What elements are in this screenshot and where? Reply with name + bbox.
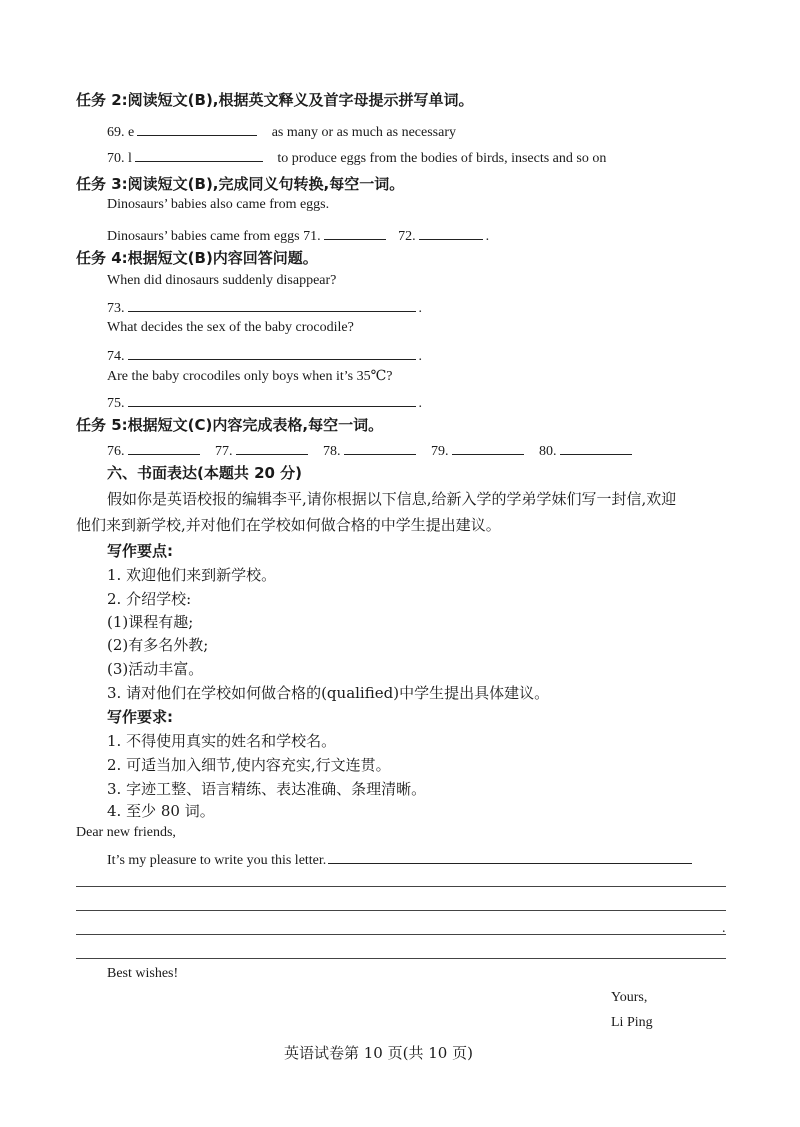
writing-line-3[interactable] bbox=[76, 910, 726, 911]
task2-heading: 任务 2:阅读短文(B),根据英文释义及首字母提示拼写单词。 bbox=[76, 91, 474, 109]
sentence-text: Dinosaurs’ babies came from eggs 71. bbox=[107, 229, 321, 244]
question-definition: as many or as much as necessary bbox=[271, 125, 456, 140]
writing-point: (1)课程有趣; bbox=[107, 613, 194, 631]
answer-number: 75. bbox=[107, 396, 125, 411]
task3-heading: 任务 3:阅读短文(B),完成同义句转换,每空一词。 bbox=[76, 175, 405, 193]
question-text: What decides the sex of the baby crocodile? bbox=[107, 320, 354, 335]
answer-number: 73. bbox=[107, 301, 125, 316]
answer-blank-79[interactable] bbox=[452, 440, 524, 455]
page-footer: 英语试卷第 10 页(共 10 页) bbox=[284, 1044, 473, 1062]
writing-line-1[interactable] bbox=[328, 849, 692, 864]
task5-blanks bbox=[107, 440, 635, 460]
task5-heading: 任务 5:根据短文(C)内容完成表格,每空一词。 bbox=[76, 416, 384, 434]
answer-line-75: 75. . bbox=[107, 392, 422, 412]
letter-opening bbox=[107, 849, 695, 869]
blank-label-72: 72. bbox=[398, 229, 416, 244]
question-text: Are the baby crocodiles only boys when it’s 35℃? bbox=[107, 369, 393, 384]
writing-requirement: 2. 可适当加入细节,使内容充实,行文连贯。 bbox=[107, 756, 391, 774]
writing-requirement: 3. 字迹工整、语言精练、表达准确、条理清晰。 bbox=[107, 780, 427, 798]
letter-signature: Li Ping bbox=[611, 1015, 653, 1030]
writing-prompt-line-1: 假如你是英语校报的编辑李平,请你根据以下信息,给新入学的学弟学妹们写一封信,欢迎 bbox=[107, 490, 677, 508]
question-label: 70. l bbox=[107, 151, 132, 166]
answer-blank-72[interactable] bbox=[419, 225, 483, 240]
task3-sentence-2: Dinosaurs’ babies came from eggs 71. 72. . bbox=[107, 225, 489, 245]
letter-greeting: Dear new friends, bbox=[76, 825, 176, 840]
writing-heading: 六、书面表达(本题共 20 分) bbox=[107, 464, 303, 482]
writing-line-2[interactable] bbox=[76, 886, 726, 887]
letter-opening-text: It’s my pleasure to write you this letter. bbox=[107, 853, 327, 868]
blank-label-76: 76. bbox=[107, 444, 125, 459]
answer-blank-80[interactable] bbox=[560, 440, 632, 455]
line-end-period: . bbox=[722, 921, 726, 936]
answer-blank-78[interactable] bbox=[344, 440, 416, 455]
blank-label-80: 80. bbox=[539, 444, 557, 459]
answer-blank-71[interactable] bbox=[324, 225, 386, 240]
writing-line-4[interactable] bbox=[76, 934, 726, 935]
letter-closing: Best wishes! bbox=[107, 966, 179, 981]
writing-line-5[interactable] bbox=[76, 958, 726, 959]
answer-blank-74[interactable] bbox=[128, 345, 416, 360]
writing-requirement: 4. 至少 80 词。 bbox=[107, 802, 215, 820]
writing-prompt-line-2: 他们来到新学校,并对他们在学校如何做合格的中学生提出建议。 bbox=[76, 516, 501, 534]
answer-blank-69[interactable] bbox=[137, 121, 257, 136]
blank-label-78: 78. bbox=[323, 444, 341, 459]
writing-requirement: 1. 不得使用真实的姓名和学校名。 bbox=[107, 732, 337, 750]
question-69 bbox=[107, 121, 456, 141]
answer-line-74: 74. . bbox=[107, 345, 422, 365]
blank-label-77: 77. bbox=[215, 444, 233, 459]
answer-blank-70[interactable] bbox=[135, 147, 263, 162]
blank-label-79: 79. bbox=[431, 444, 449, 459]
writing-point: (2)有多名外教; bbox=[107, 636, 209, 654]
writing-point: (3)活动丰富。 bbox=[107, 660, 204, 678]
requirements-heading: 写作要求: bbox=[107, 708, 173, 726]
task3-sentence-1: Dinosaurs’ babies also came from eggs. bbox=[107, 197, 330, 212]
answer-line-73: 73. . bbox=[107, 297, 422, 317]
answer-number: 74. bbox=[107, 349, 125, 364]
answer-blank-77[interactable] bbox=[236, 440, 308, 455]
writing-point: 1. 欢迎他们来到新学校。 bbox=[107, 566, 277, 584]
question-label: 69. e bbox=[107, 125, 135, 140]
letter-signoff: Yours, bbox=[611, 990, 648, 1005]
writing-point: 2. 介绍学校: bbox=[107, 590, 192, 608]
question-70 bbox=[107, 147, 606, 167]
answer-blank-76[interactable] bbox=[128, 440, 200, 455]
question-text: When did dinosaurs suddenly disappear? bbox=[107, 273, 337, 288]
points-heading: 写作要点: bbox=[107, 542, 173, 560]
task4-heading: 任务 4:根据短文(B)内容回答问题。 bbox=[76, 249, 318, 267]
answer-blank-73[interactable] bbox=[128, 297, 416, 312]
writing-point: 3. 请对他们在学校如何做合格的(qualified)中学生提出具体建议。 bbox=[107, 684, 550, 702]
answer-blank-75[interactable] bbox=[128, 392, 416, 407]
question-definition: to produce eggs from the bodies of birds, insects and so on bbox=[277, 151, 607, 166]
